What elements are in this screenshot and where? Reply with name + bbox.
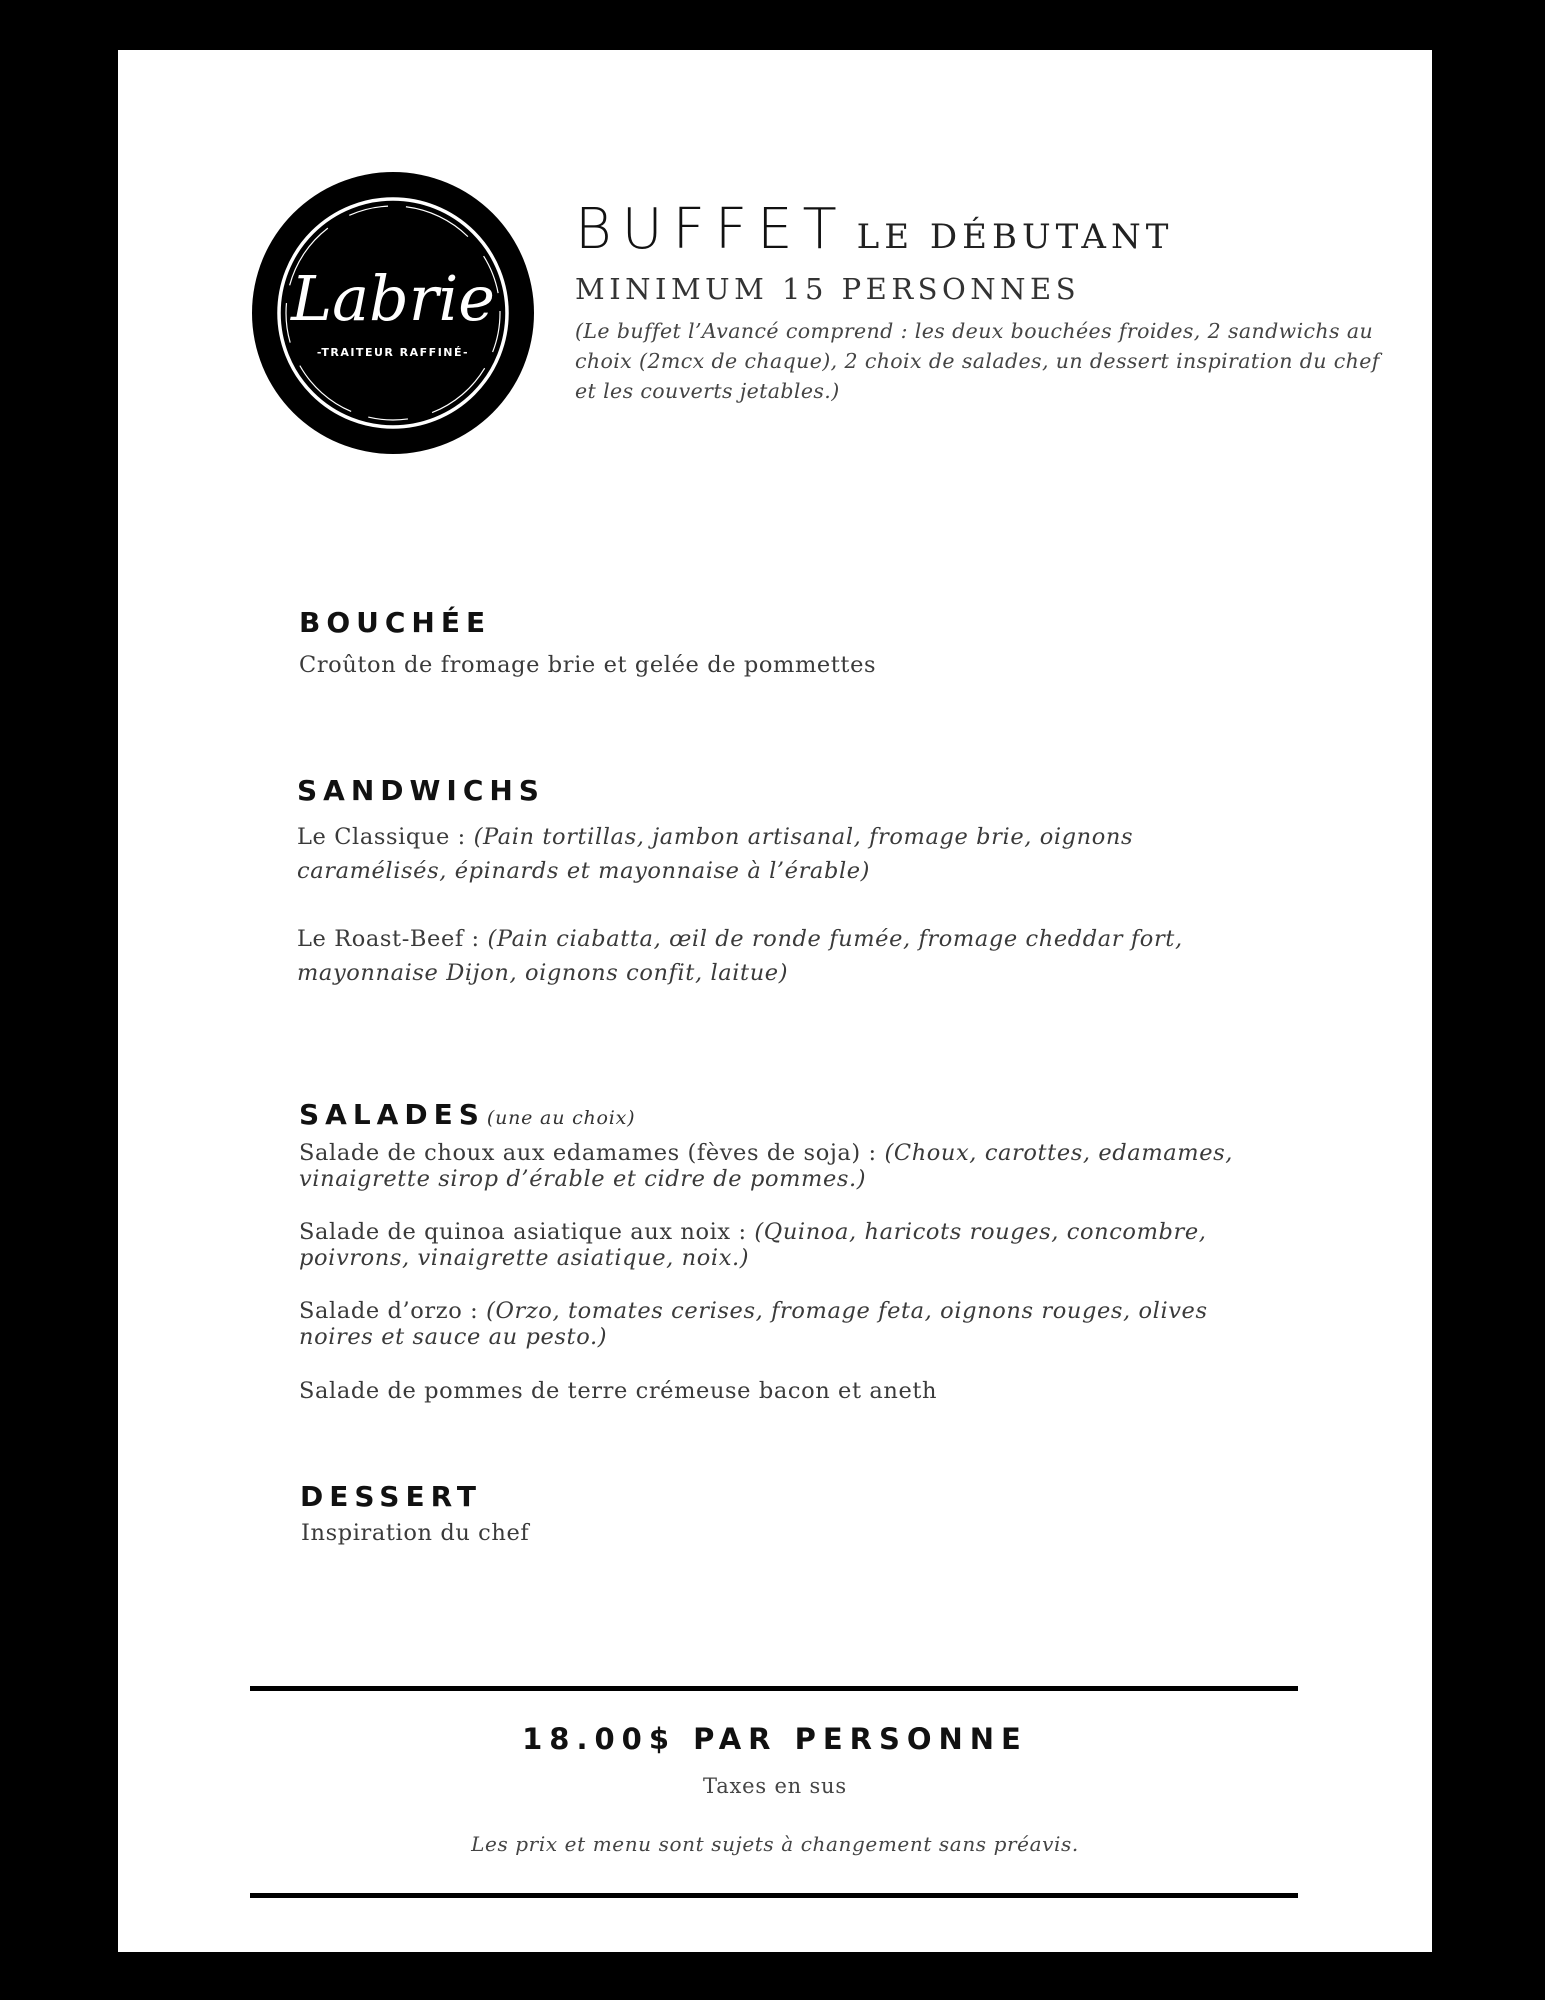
salade-ingredients: (Quinoa, haricots rouges, concombre, <box>754 1219 1207 1245</box>
page-subtitle: LE DÉBUTANT <box>856 217 1174 257</box>
salade-ingredients-cont: vinaigrette sirop d’érable et cidre de pommes.) <box>299 1166 867 1192</box>
salade-item: Salade de pommes de terre crémeuse bacon et aneth <box>299 1378 938 1404</box>
disclaimer-note: Les prix et menu sont sujets à changement sans préavis. <box>471 1832 1079 1856</box>
section-title-sandwichs: SANDWICHS <box>297 774 545 807</box>
logo-emblem <box>250 170 536 456</box>
dessert-item: Inspiration du chef <box>301 1520 530 1546</box>
sandwich-ingredients: (Pain tortillas, jambon artisanal, fromage brie, oignons <box>473 824 1134 850</box>
salades-title: SALADES <box>299 1098 485 1131</box>
salade-name: Salade d’orzo : <box>299 1298 487 1324</box>
sandwich-ingredients-cont: caramélisés, épinards et mayonnaise à l’érable) <box>297 858 871 884</box>
logo-tagline: -TRAITEUR RAFFINÉ- <box>316 346 470 359</box>
sandwich-ingredients-cont: mayonnaise Dijon, oignons confit, laitue) <box>297 960 789 986</box>
salade-ingredients-cont: poivrons, vinaigrette asiatique, noix.) <box>299 1245 750 1271</box>
sandwich-name: Le Roast-Beef : <box>297 926 488 952</box>
section-title-salades <box>299 1098 635 1131</box>
salade-ingredients-cont: noires et sauce au pesto.) <box>299 1324 608 1350</box>
buffet-description: (Le buffet l’Avancé comprend : les deux bouchées froides, 2 sandwichs au choix (2mcx de chaque), 2 choix de salades, un dessert inspiration du chef et les couverts jetables.) <box>575 319 1380 403</box>
divider-bottom <box>250 1893 1298 1898</box>
salade-item <box>299 1140 1233 1192</box>
logo-script: Labrie <box>291 262 495 335</box>
page-title: BUFFET <box>575 197 847 262</box>
salade-ingredients: (Choux, carottes, edamames, <box>884 1140 1234 1166</box>
salade-name: Salade de choux aux edamames (fèves de soja) : <box>299 1140 885 1166</box>
salade-item <box>299 1298 1208 1350</box>
sandwich-item <box>297 820 1133 888</box>
menu-page <box>118 50 1432 1952</box>
taxes-note: Taxes en sus <box>703 1774 847 1798</box>
sandwich-name: Le Classique : <box>297 824 474 850</box>
salade-item <box>299 1219 1207 1271</box>
salades-note: (une au choix) <box>486 1107 636 1129</box>
salade-name: Salade de quinoa asiatique aux noix : <box>299 1219 755 1245</box>
section-title-dessert: DESSERT <box>300 1480 482 1513</box>
section-title-bouchee: BOUCHÉE <box>299 606 492 639</box>
minimum-guests: MINIMUM 15 PERSONNES <box>575 272 1081 306</box>
sandwich-ingredients: (Pain ciabatta, œil de ronde fumée, fromage cheddar fort, <box>487 926 1183 952</box>
salade-ingredients: (Orzo, tomates cerises, fromage feta, oignons rouges, olives <box>486 1298 1208 1324</box>
labrie-logo <box>250 170 536 456</box>
bouchee-item: Croûton de fromage brie et gelée de pommettes <box>299 652 877 678</box>
sandwich-item <box>297 922 1183 990</box>
divider-top <box>250 1686 1298 1691</box>
menu-header <box>575 197 1395 406</box>
price-per-person: 18.00$ PAR PERSONNE <box>522 1722 1028 1756</box>
